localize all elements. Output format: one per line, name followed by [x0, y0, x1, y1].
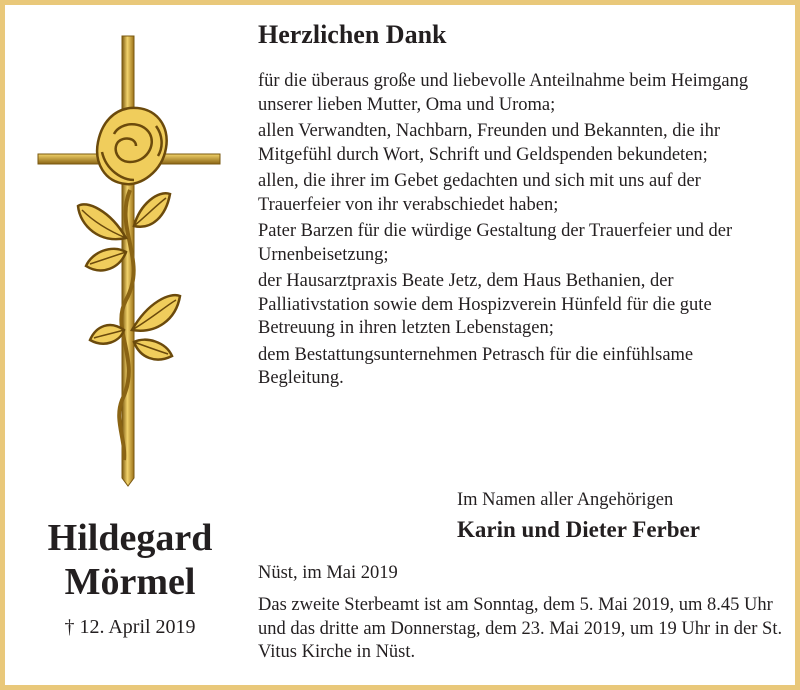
thanks-paragraph: allen, die ihrer im Gebet gedachten und sich mit uns auf der Trauerfeier von ihr verabschiedet haben;: [258, 171, 701, 215]
death-date: † 12. April 2019: [64, 616, 196, 638]
place-date: Nüst, im Mai 2019: [258, 563, 398, 583]
page-title: Herzlichen Dank: [258, 20, 447, 49]
thanks-body: [258, 70, 778, 394]
thanks-paragraph: dem Bestattungsunternehmen Petrasch für die einfühlsame Begleitung.: [258, 344, 694, 388]
deceased-first-name: Hildegard: [47, 517, 213, 559]
signature-intro: Im Namen aller Angehörigen: [457, 490, 674, 510]
signature-names: Karin und Dieter Ferber: [457, 517, 700, 542]
thanks-paragraph: allen Verwandten, Nachbarn, Freunden und Bekannten, die ihr Mitgefühl durch Wort, Schrift und Geldspenden bekundeten;: [258, 121, 721, 165]
deceased-last-name: Mörmel: [64, 561, 196, 603]
cross-with-rose-icon: [30, 30, 230, 490]
thanks-paragraph: der Hausarztpraxis Beate Jetz, dem Haus Bethanien, der Palliativstation sowie dem Hospizverein Hünfeld für die gute Betreuung in ihren letzten Lebenstagen;: [258, 271, 712, 338]
requiem-note: Das zweite Sterbeamt ist am Sonntag, dem 5. Mai 2019, um 8.45 Uhr und das dritte am Donnerstag, dem 23. Mai 2019, um 19 Uhr in der St. Vitus Kirche in Nüst.: [258, 595, 783, 662]
thanks-paragraph: Pater Barzen für die würdige Gestaltung der Trauerfeier und der Urnenbeisetzung;: [258, 221, 733, 265]
thanks-paragraph: für die überaus große und liebevolle Anteilnahme beim Heimgang unserer lieben Mutter, Oma und Uroma;: [258, 71, 749, 115]
